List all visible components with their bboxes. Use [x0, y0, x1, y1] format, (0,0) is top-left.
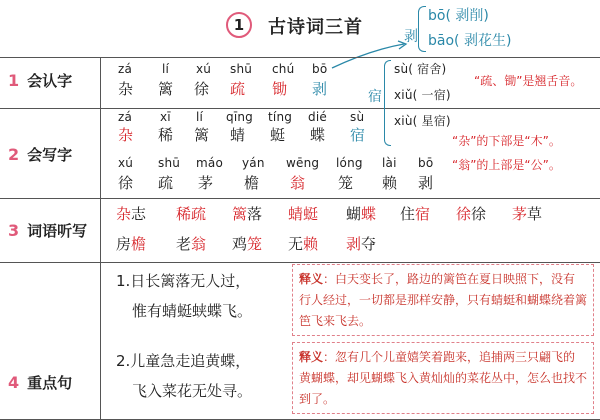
- row-2-title: 会写字: [27, 145, 73, 164]
- r1-char-1: 篱: [158, 80, 174, 98]
- polyphone-reading-1: bō( 剥削): [428, 8, 489, 24]
- r2-pinyin1-0: zá: [118, 110, 133, 124]
- row-4-label: [8, 368, 72, 396]
- row-4-number: 4: [8, 372, 20, 392]
- r2-char1-4: 蜓: [270, 126, 286, 144]
- r2-pinyin2-5: lóng: [336, 156, 363, 170]
- r2-pinyin1-4: tíng: [268, 110, 293, 124]
- su-char: 宿: [368, 89, 382, 105]
- label-column-divider: [100, 57, 101, 420]
- r3-word-5: 住宿: [400, 205, 431, 223]
- r3-word-3: 蜻蜓: [288, 205, 319, 223]
- r2-pinyin1-2: lí: [196, 110, 204, 124]
- explanation-label-2: 释义: [299, 350, 324, 364]
- row-2-label: [8, 140, 72, 168]
- r2-char2-1: 疏: [158, 174, 174, 192]
- verse-1a: 1.日长篱落无人过，: [116, 272, 251, 290]
- r3-word2-0: 房檐: [116, 235, 147, 253]
- polyphone-brace: [418, 6, 426, 52]
- r2-pinyin1-5: dié: [308, 110, 327, 124]
- explanation-box-1: 释义：白天变长了，路边的篱笆在夏日映照下，没有行人经过，一切都是那样安静，只有蜻蜓和蝴蝶绕着篱笆飞来飞去。: [292, 264, 594, 336]
- r2-char1-6: 宿: [350, 126, 366, 144]
- su-reading-1: xiǔ( 一宿): [394, 88, 451, 102]
- r2-pinyin2-4: wēng: [286, 156, 320, 170]
- r2-char1-1: 稀: [158, 126, 174, 144]
- r1-char-4: 锄: [272, 80, 288, 98]
- row-3-label: [8, 216, 87, 244]
- r2-char2-3: 檐: [244, 174, 260, 192]
- r2-char1-3: 蜻: [230, 126, 246, 144]
- r3-word-7: 茅草: [512, 205, 543, 223]
- r2-pinyin2-3: yán: [242, 156, 265, 170]
- lesson-number-badge: 1: [226, 12, 252, 38]
- r1-char-5: 剥: [312, 80, 328, 98]
- lesson-header: [0, 0, 600, 60]
- explanation-text-1: 白天变长了，路边的篱笆在夏日映照下，没有行人经过，一切都是那样安静，只有蜻蜓和蝴蝶绕着篱笆飞来飞去。: [299, 272, 588, 328]
- r1-pinyin-1: lí: [162, 62, 170, 76]
- r2-char2-0: 徐: [118, 174, 134, 192]
- row-2-number: 2: [8, 144, 20, 164]
- r2-char2-2: 茅: [198, 174, 214, 192]
- su-brace: [384, 60, 391, 146]
- r2-pinyin2-1: shū: [158, 156, 181, 170]
- r3-word-6: 徐徐: [456, 205, 487, 223]
- r2-pinyin2-6: lài: [382, 156, 397, 170]
- explanation-text-2: 忽有几个儿童嬉笑着跑来，追捕两三只翩飞的黄蝴蝶，却见蝴蝶飞入黄灿灿的菜花丛中，怎么也找不到了。: [299, 350, 588, 406]
- r2-char2-5: 笼: [338, 174, 354, 192]
- r1-pinyin-3: shū: [230, 62, 253, 76]
- r1-char-0: 杂: [118, 80, 134, 98]
- r1-pinyin-5: bō: [312, 62, 328, 76]
- r3-word-4: 蝴蝶: [346, 205, 377, 223]
- r2-pinyin1-6: sù: [350, 110, 365, 124]
- r2-pinyin2-0: xú: [118, 156, 134, 170]
- r1-pinyin-4: chú: [272, 62, 295, 76]
- r2-pinyin2-2: máo: [196, 156, 223, 170]
- row-divider-1: [0, 108, 600, 109]
- r3-word2-4: 剥夺: [346, 235, 377, 253]
- r2-pinyin2-7: bō: [418, 156, 434, 170]
- row-divider-3: [0, 262, 600, 263]
- row-3-title: 词语听写: [27, 221, 88, 240]
- r2-char1-2: 篱: [194, 126, 210, 144]
- su-reading-0: sù( 宿舍): [394, 62, 447, 76]
- explanation-box-2: 释义：忽有几个儿童嬉笑着跑来，追捕两三只翩飞的黄蝴蝶，却见蝴蝶飞入黄灿灿的菜花丛中，怎么也找不到了。: [292, 342, 594, 414]
- r1-pinyin-2: xú: [196, 62, 212, 76]
- r3-word-1: 稀疏: [176, 205, 207, 223]
- verse-1b: 惟有蜻蜓蛱蝶飞。: [132, 302, 253, 320]
- r3-word2-3: 无赖: [288, 235, 319, 253]
- r1-pinyin-0: zá: [118, 62, 133, 76]
- r3-word-0: 杂志: [116, 205, 147, 223]
- polyphone-char: 剥: [404, 29, 418, 45]
- row-4-title: 重点句: [27, 373, 73, 392]
- r2-pinyin1-3: qīng: [226, 110, 253, 124]
- row-3-number: 3: [8, 220, 20, 240]
- row-1-title: 会认字: [27, 71, 73, 90]
- r2-note-1: “杂”的下部是“木”。: [452, 134, 561, 148]
- r2-char2-6: 赖: [382, 174, 398, 192]
- verse-2b: 飞入菜花无处寻。: [132, 382, 253, 400]
- r2-char1-0: 杂: [118, 126, 134, 144]
- r1-char-2: 徐: [194, 80, 210, 98]
- su-reading-2: xiù( 星宿): [394, 114, 451, 128]
- explanation-label-1: 释义: [299, 272, 324, 286]
- r3-word-2: 篱落: [232, 205, 263, 223]
- r3-word2-1: 老翁: [176, 235, 207, 253]
- r2-pinyin1-1: xī: [160, 110, 171, 124]
- polyphone-reading-2: bāo( 剥花生): [428, 33, 512, 49]
- table-border-top: [0, 57, 600, 58]
- r2-char1-5: 蝶: [310, 126, 326, 144]
- row-1-label: [8, 66, 72, 94]
- r3-word2-2: 鸡笼: [232, 235, 263, 253]
- row-divider-2: [0, 198, 600, 199]
- lesson-title: 古诗词三首: [268, 17, 363, 38]
- r2-char2-7: 剥: [418, 174, 434, 192]
- r1-char-3: 疏: [230, 80, 246, 98]
- r1-note: “疏、锄”是翘舌音。: [474, 74, 583, 88]
- r2-char2-4: 翁: [290, 174, 306, 192]
- verse-2a: 2.儿童急走追黄蝶，: [116, 352, 251, 370]
- row-1-number: 1: [8, 70, 20, 90]
- r2-note-2: “翁”的上部是“公”。: [452, 158, 561, 172]
